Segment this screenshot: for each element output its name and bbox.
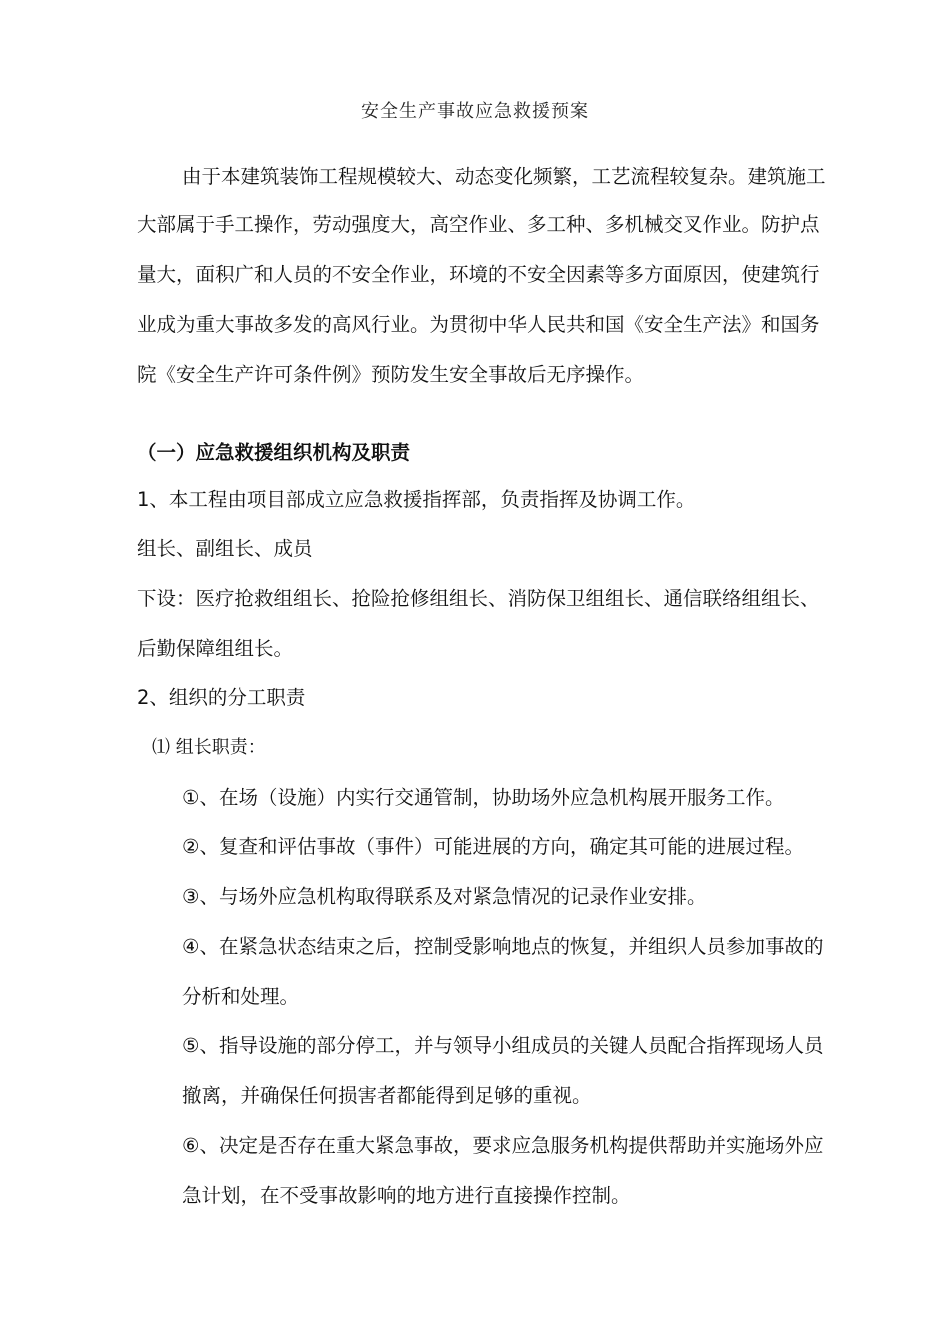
item-2: 2、组织的分工职责 [137,686,306,709]
duty-line: ②、复查和评估事故（事件）可能进展的方向，确定其可能的进展过程。 [182,835,804,858]
duty-line: ④、在紧急状态结束之后，控制受影响地点的恢复，并组织人员参加事故的 [182,935,824,958]
intro-line: 业成为重大事故多发的高风行业。为贯彻中华人民共和国《安全生产法》和国务 [137,313,820,336]
duty-line: ③、与场外应急机构取得联系及对紧急情况的记录作业安排。 [182,885,707,908]
subgroups-line: 后勤保障组组长。 [137,637,294,660]
subgroups-line: 下设：医疗抢救组组长、抢险抢修组组长、消防保卫组组长、通信联络组组长、 [137,587,820,610]
members-line: 组长、副组长、成员 [137,537,313,560]
duty-line: ⑤、指导设施的部分停工，并与领导小组成员的关键人员配合指挥现场人员 [182,1034,824,1057]
intro-line: 大部属于手工操作，劳动强度大，高空作业、多工种、多机械交叉作业。防护点 [137,213,820,236]
intro-line: 院《安全生产许可条件例》预防发生安全事故后无序操作。 [137,363,645,386]
intro-line: 量大，面积广和人员的不安全作业，环境的不安全因素等多方面原因，使建筑行 [137,263,820,286]
document-title: 安全生产事故应急救援预案 [361,101,589,122]
duty-line: 分析和处理。 [182,985,300,1008]
duty-line: ①、在场（设施）内实行交通管制，协助场外应急机构展开服务工作。 [182,786,785,809]
item-1: 1、本工程由项目部成立应急救援指挥部，负责指挥及协调工作。 [137,488,696,511]
duty-line: 撤离，并确保任何损害者都能得到足够的重视。 [182,1084,592,1107]
duty-line: ⑥、决定是否存在重大紧急事故，要求应急服务机构提供帮助并实施场外应 [182,1134,824,1157]
intro-line: 由于本建筑装饰工程规模较大、动态变化频繁，工艺流程较复杂。建筑施工 [182,165,826,188]
leader-duties-label: ⑴ 组长职责： [152,737,266,758]
duty-line: 急计划，在不受事故影响的地方进行直接操作控制。 [182,1184,631,1207]
section-heading: （一）应急救援组织机构及职责 [137,441,411,464]
